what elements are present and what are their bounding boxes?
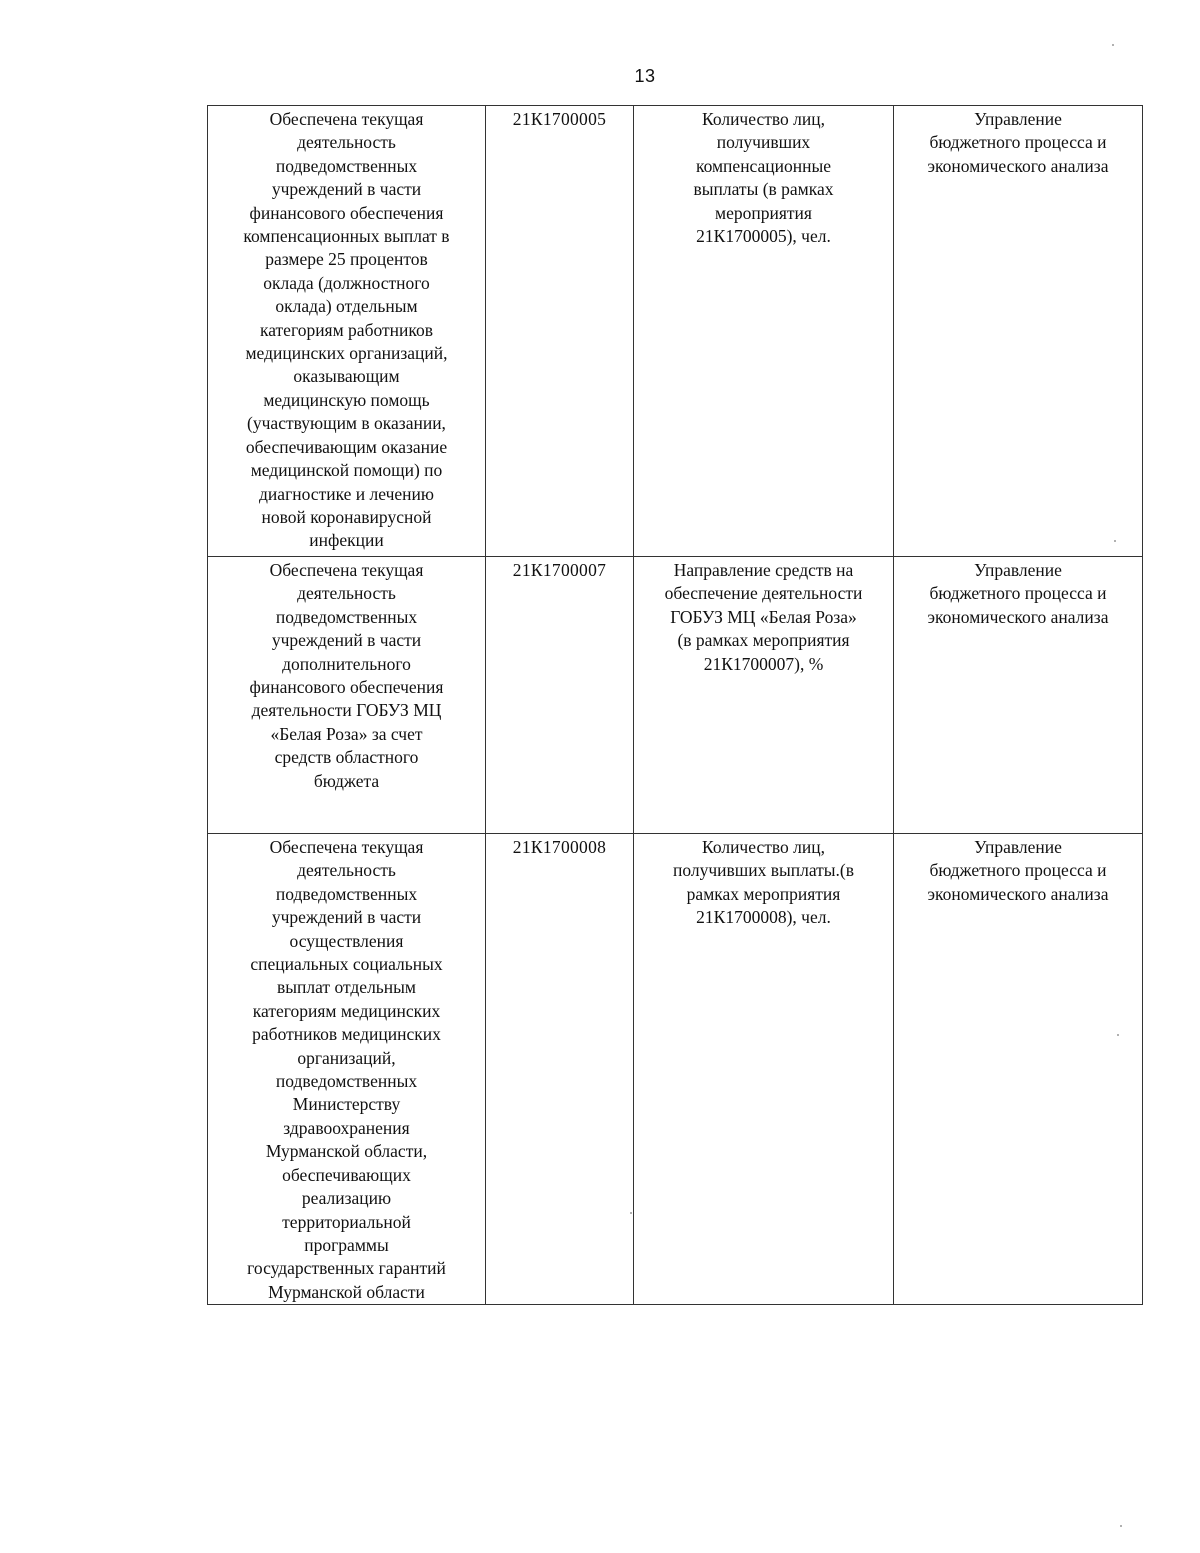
page-number: 13 (634, 66, 656, 86)
scan-speck (630, 1212, 632, 1214)
result-cell (208, 557, 486, 834)
code-cell (486, 106, 634, 557)
table-row (208, 557, 1143, 834)
indicators-table (207, 105, 1143, 1305)
result-text: Обеспечена текущая деятельность подведомственных учреждений в части дополнительного финансового обеспечения деятельности ГОБУЗ МЦ «Белая Роза» за счет средств областного бюджета (249, 560, 444, 791)
responsible-text: Управление бюджетного процесса и экономического анализа (927, 560, 1109, 627)
responsible-cell (894, 834, 1143, 1305)
code-cell (486, 834, 634, 1305)
code-text: 21К1700005 (512, 109, 607, 129)
result-cell (208, 106, 486, 557)
table-row (208, 834, 1143, 1305)
indicator-text: Направление средств на обеспечение деятельности ГОБУЗ МЦ «Белая Роза» (в рамках мероприятия 21К1700007), % (664, 560, 863, 674)
result-cell (208, 834, 486, 1305)
result-text: Обеспечена текущая деятельность подведомственных учреждений в части осуществления специальных социальных выплат отдельным категориям медицинских работников медицинских организаций, подведомственных Министерству здравоохранения Мурманской области, обеспечивающих реализацию территориальной программы государственных гарантий Мурманской области (247, 837, 446, 1302)
scan-speck (1112, 44, 1114, 46)
table-row (208, 106, 1143, 557)
result-text: Обеспечена текущая деятельность подведомственных учреждений в части финансового обеспечения компенсационных выплат в размере 25 процентов оклада (должностного оклада) отдельным категориям работников медицинских организаций, оказывающим медицинскую помощь (участвующим в оказании, обеспечивающим оказание медицинской помощи) по диагностике и лечению новой коронавирусной инфекции (243, 109, 450, 551)
code-text: 21К1700007 (512, 560, 607, 580)
responsible-cell (894, 106, 1143, 557)
code-text: 21К1700008 (512, 837, 607, 857)
responsible-cell (894, 557, 1143, 834)
indicator-text: Количество лиц, получивших выплаты.(в рамках мероприятия 21К1700008), чел. (672, 837, 855, 928)
code-cell (486, 557, 634, 834)
indicator-cell (634, 106, 894, 557)
indicator-text: Количество лиц, получивших компенсационные выплаты (в рамках мероприятия 21К1700005), чел. (693, 109, 834, 247)
scan-speck (1114, 540, 1116, 542)
indicator-cell (634, 834, 894, 1305)
responsible-text: Управление бюджетного процесса и экономического анализа (927, 109, 1109, 176)
indicator-cell (634, 557, 894, 834)
responsible-text: Управление бюджетного процесса и экономического анализа (927, 837, 1109, 904)
scan-speck (1117, 1034, 1119, 1036)
scan-speck (1120, 1525, 1122, 1527)
